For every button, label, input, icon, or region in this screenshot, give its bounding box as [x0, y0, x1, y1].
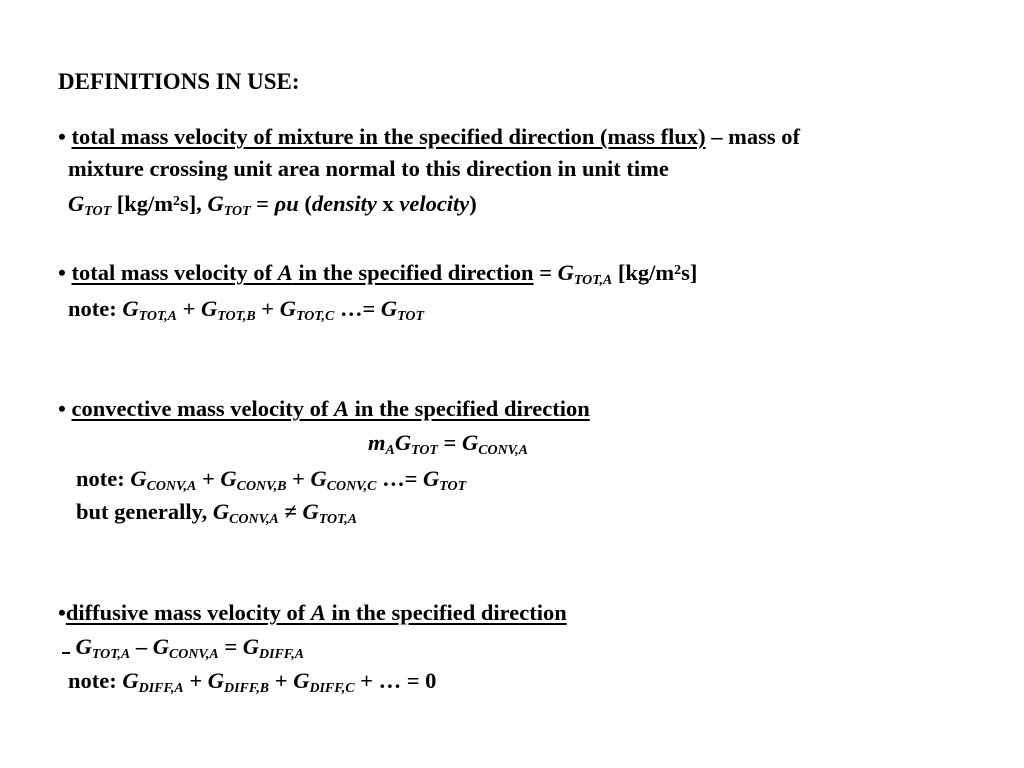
superscript-2: 2 [172, 193, 180, 209]
symbol-rho: ρ [274, 191, 287, 216]
s1-formula-line [68, 191, 477, 220]
bullet: • [58, 124, 66, 149]
word-density: density [311, 191, 377, 216]
s4-formula-line: $G_{TOT,A} - G_{CONV,A} = G_{DIFF,A}$ [62, 636, 304, 659]
equals: = [533, 260, 558, 285]
s4-heading-line [58, 602, 567, 625]
s3-formula-line: $m_AG_{TOT} = G_{CONV,A}$ [368, 430, 528, 459]
s1-heading: total mass velocity of mixture in the specified direction (mass flux) [71, 124, 706, 149]
unit-text: [kg/m [111, 191, 173, 216]
bullet: • [58, 260, 66, 285]
bullet: • [58, 396, 66, 421]
s3-but-line: but generally, $G_{CONV,A} \ne G_{TOT,A}$ [76, 499, 358, 528]
superscript-2: 2 [674, 262, 682, 278]
note-label: note: [76, 466, 131, 491]
s1-desc-a: – mass of [705, 124, 800, 149]
unit-text: s], [179, 191, 208, 216]
s1-desc-line [68, 158, 669, 181]
s2-heading-line [58, 260, 698, 289]
s1-desc-b: mixture crossing unit area normal to this direction in unit time [68, 156, 669, 181]
symbol-u: u [286, 191, 299, 216]
symbol-g: G [68, 191, 85, 216]
equals: = [250, 191, 275, 216]
sub-tota: TOT,A [573, 273, 613, 289]
note-label: note: [68, 668, 123, 693]
symbol-g: G [557, 260, 574, 285]
sub-tot: TOT [84, 204, 112, 220]
sub-tot: TOT [223, 204, 251, 220]
s3-heading-line [58, 398, 590, 421]
page-title: DEFINITIONS IN USE: [58, 69, 300, 94]
times: x [376, 191, 400, 216]
unit-text: [kg/m [612, 260, 675, 285]
note-label: note: [68, 296, 123, 321]
s4-note-line: note: $G_{DIFF,A} + G_{DIFF,B} + G_{DIFF,C}$ + … = 0 [68, 668, 437, 697]
symbol-m: m [368, 430, 386, 455]
symbol-g: G [207, 191, 224, 216]
stray-underline [62, 651, 70, 654]
paren: ) [469, 191, 477, 216]
word-velocity: velocity [399, 191, 470, 216]
s2-heading: total mass velocity of A in the specified direction [71, 260, 534, 285]
s2-note-line: note: $G_{TOT,A} + G_{TOT,B} + G_{TOT,C}$ …= $G_{TOT}$ [68, 296, 424, 325]
s3-note-line: note: $G_{CONV,A} + G_{CONV,B} + G_{CONV,C}$ …= $G_{TOT}$ [76, 466, 467, 495]
paren: ( [298, 191, 312, 216]
s4-heading: diffusive mass velocity of A in the specified direction [65, 600, 567, 625]
s1-heading-line [58, 126, 800, 149]
but-label: but generally, [76, 499, 213, 524]
bullet: • [58, 600, 66, 625]
s3-heading: convective mass velocity of A in the specified direction [71, 396, 590, 421]
unit-text: s] [681, 260, 698, 285]
